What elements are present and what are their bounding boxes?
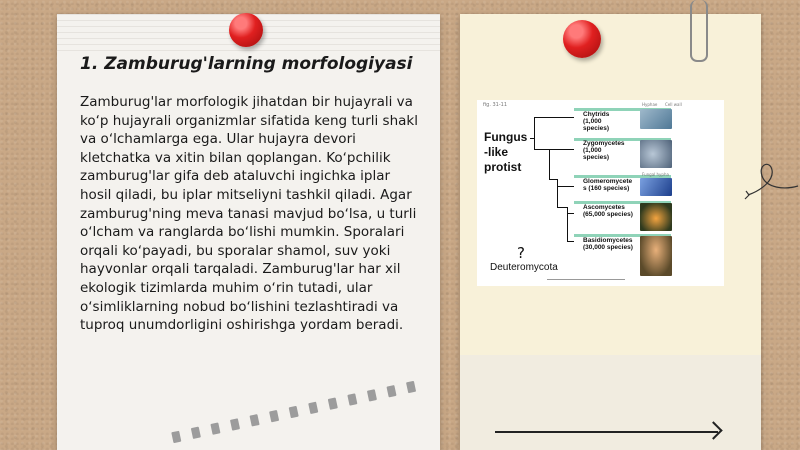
basidiomycete-photo — [640, 236, 672, 276]
doodle-arrow-icon — [744, 150, 800, 210]
group-label-glomeromycetes: Glomeromycete s (160 species) — [583, 178, 633, 192]
ascomycete-photo — [640, 203, 672, 231]
glomeromycete-photo — [640, 178, 672, 196]
tree-branch — [549, 179, 557, 180]
pushpin-icon — [563, 20, 601, 58]
tree-branch — [534, 149, 549, 150]
figure-head-label: Hyphae — [642, 102, 658, 107]
slide-body-text: Zamburug'lar morfologik jihatdan bir hujayrali va ko‘p hujayrali organizmlar sifatida keng turli shakl va oʻlchamlarga ega. Ular hujayra devori kletchatka va xitin bilan qoplangan. Koʻpchilik zamburug'lar gifa deb ataluvchi ingichka iplar hosil qiladi, bu iplar mitseliyni tashkil qiladi. Agar zamburug'ning meva tanasi mavjud boʻlsa, u turli oʻlcham va ranglarda boʻlishi mumkin. Sporalari orqali koʻpayadi, bu sporalar shamol, suv yoki hayvonlar orqali tarqaladi. Zamburug'lar har xil ekologik tizimlarda muhim oʻrin tutadi, ular oʻsimliklarning nobud boʻlishini tezlashtiradi va tuproq unumdorligini oshirishga yordam beradi. — [80, 94, 418, 334]
tree-branch — [567, 241, 574, 242]
group-label-ascomycetes: Ascomycetes (65,000 species) — [583, 204, 633, 218]
chytrid-photo — [640, 109, 672, 129]
paperclip-icon — [690, 0, 708, 62]
hand-drawn-arrow — [495, 431, 718, 433]
tree-branch — [557, 207, 567, 208]
tree-branch — [534, 117, 535, 149]
fungus-like-protist-label: Fungus -like protist — [484, 130, 528, 174]
tree-branch — [549, 149, 550, 179]
slide-title: 1. Zamburug'larning morfologiyasi — [80, 54, 413, 74]
deuteromycota-label: Deuteromycota — [490, 262, 558, 273]
tree-branch — [567, 213, 574, 214]
tree-branch — [549, 149, 574, 150]
zygomycete-photo — [640, 140, 672, 168]
figure-note: fig. 31-11 — [483, 102, 508, 108]
group-label-zygomycetes: Zygomycetes (1,000 species) — [583, 140, 625, 161]
figure-head-label: Cell wall — [665, 102, 682, 107]
question-mark: ? — [517, 244, 525, 262]
tree-branch — [557, 186, 574, 187]
group-label-basidiomycetes: Basidiomycetes (30,000 species) — [583, 237, 633, 251]
tree-branch — [557, 179, 558, 207]
pushpin-icon — [229, 13, 263, 47]
group-label-chytrids: Chytrids (1,000 species) — [583, 111, 610, 132]
tree-branch — [534, 117, 574, 118]
figure-rule — [547, 279, 625, 280]
thumb-caption: Fungal hypha — [642, 172, 669, 177]
fungi-phylogeny-figure — [477, 100, 724, 286]
